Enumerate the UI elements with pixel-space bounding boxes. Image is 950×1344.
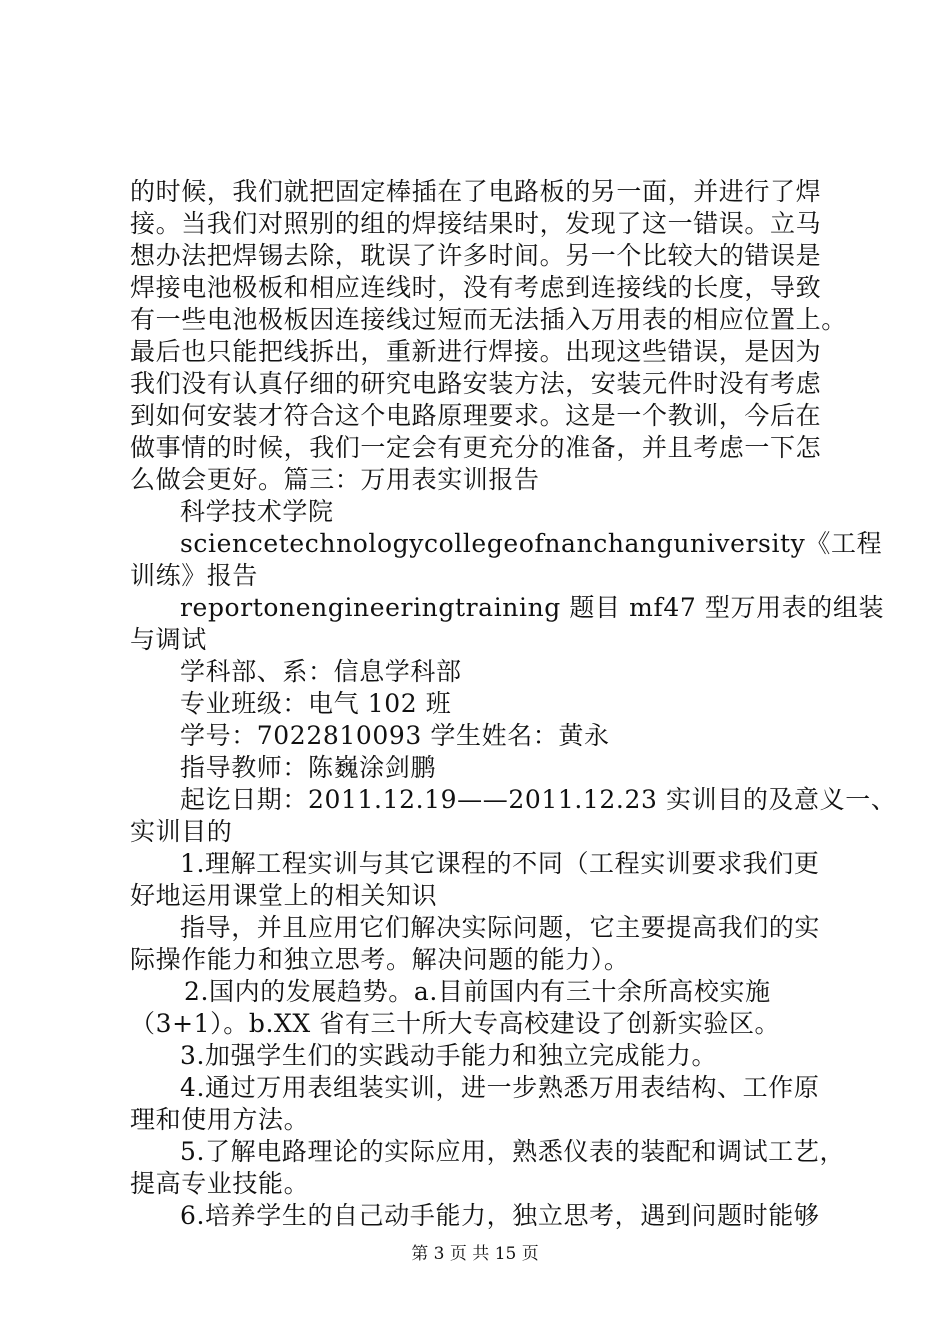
text-line: 5.了解电路理论的实际应用，熟悉仪表的装配和调试工艺， (180, 1137, 846, 1166)
text-line: 么做会更好。篇三：万用表实训报告 (130, 465, 540, 494)
text-line: 起讫日期：2011.12.19——2011.12.23 实训目的及意义一、 (180, 785, 897, 814)
text-line: 实训目的 (130, 817, 233, 846)
text-line: 与调试 (130, 625, 207, 654)
text-line: 想办法把焊锡去除，耽误了许多时间。另一个比较大的错误是 (130, 241, 822, 270)
text-line: 指导教师：陈巍涂剑鹏 (180, 753, 437, 782)
text-line: 科学技术学院 (180, 497, 334, 526)
page-footer: 第 3 页 共 15 页 (411, 1244, 539, 1264)
text-line: 提高专业技能。 (130, 1169, 310, 1198)
text-line: 4.通过万用表组装实训，进一步熟悉万用表结构、工作原 (180, 1073, 820, 1102)
text-line: 6.培养学生的自己动手能力，独立思考，遇到问题时能够 (180, 1201, 820, 1230)
text-line: reportonengineeringtraining 题目 mf47 型万用表的组装 (180, 593, 885, 622)
text-line: 的时候，我们就把固定棒插在了电路板的另一面，并进行了焊 (130, 177, 822, 206)
text-line: 训练》报告 (130, 561, 259, 590)
text-line: sciencetechnologycollegeofnanchanguniversity《工程 (180, 529, 883, 558)
text-line: 最后也只能把线拆出，重新进行焊接。出现这些错误，是因为 (130, 337, 822, 366)
text-line: 到如何安装才符合这个电路原理要求。这是一个教训，今后在 (130, 401, 822, 430)
text-line: （3+1）。b.XX 省有三十所大专高校建设了创新实验区。 (130, 1009, 781, 1038)
text-line: 指导，并且应用它们解决实际问题，它主要提高我们的实 (180, 913, 821, 942)
text-line: 际操作能力和独立思考。解决问题的能力）。 (130, 945, 630, 974)
text-line: 1.理解工程实训与其它课程的不同（工程实训要求我们更 (180, 849, 820, 878)
text-line: 接。当我们对照别的组的焊接结果时，发现了这一错误。立马 (130, 209, 822, 238)
text-line: 2.国内的发展趋势。a.目前国内有三十余所高校实施 (184, 977, 771, 1006)
text-line: 有一些电池极板因连接线过短而无法插入万用表的相应位置上。 (130, 305, 847, 334)
text-line: 学号：7022810093 学生姓名：黄永 (180, 721, 610, 750)
text-line: 3.加强学生们的实践动手能力和独立完成能力。 (180, 1041, 718, 1070)
text-line: 焊接电池极板和相应连线时，没有考虑到连接线的长度，导致 (130, 273, 822, 302)
text-line: 好地运用课堂上的相关知识 (130, 881, 438, 910)
text-line: 我们没有认真仔细的研究电路安装方法，安装元件时没有考虑 (130, 369, 822, 398)
text-line: 学科部、系：信息学科部 (180, 657, 462, 686)
text-line: 理和使用方法。 (130, 1105, 310, 1134)
text-line: 专业班级：电气 102 班 (180, 689, 452, 718)
text-line: 做事情的时候，我们一定会有更充分的准备，并且考虑一下怎 (130, 433, 822, 462)
